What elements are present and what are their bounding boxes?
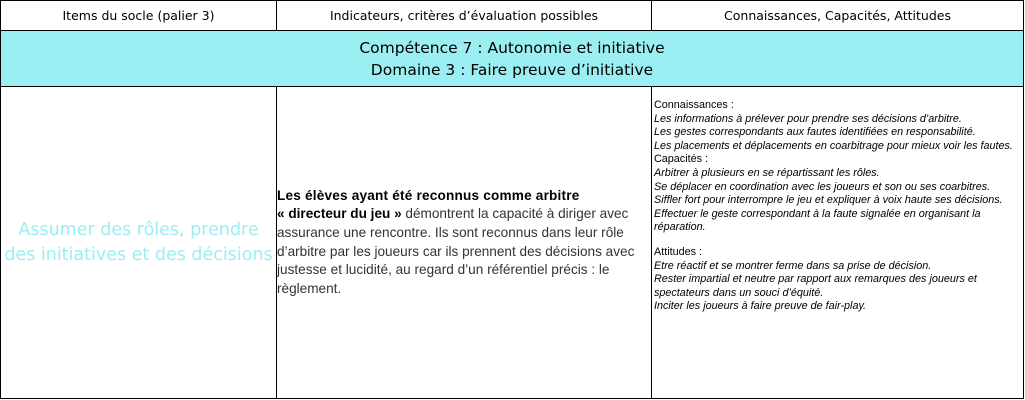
- connaissances-item: Les informations à prélever pour prendre ses décisions d’arbitre.: [654, 112, 962, 125]
- content-row: [1, 87, 1024, 399]
- connaissances-item: Les gestes correspondants aux fautes identifiées en responsabilité.: [654, 126, 976, 139]
- indicator-role: « directeur du jeu »: [277, 206, 402, 222]
- kca-cell: [652, 87, 1024, 399]
- attitudes-item: Etre réactif et se montrer ferme dans sa prise de décision.: [654, 259, 932, 272]
- domaine-title: Domaine 3 : Faire preuve d’initiative: [370, 60, 654, 79]
- competence-title: Compétence 7 : Autonomie et initiative: [359, 38, 665, 57]
- indicator-cell: [277, 87, 652, 399]
- capacites-item: Effectuer le geste correspondant à la faute signalée en organisant la réparation.: [654, 207, 981, 234]
- capacites-label: Capacités :: [654, 153, 709, 166]
- competence-band-row: [1, 31, 1024, 87]
- connaissances-item: Les placements et déplacements en coarbitrage pour mieux voir les fautes.: [654, 139, 1013, 152]
- capacites-item: Arbitrer à plusieurs en se répartissant les rôles.: [654, 166, 880, 179]
- attitudes-item: Rester impartial et neutre par rapport aux remarques des joueurs et spectateurs dans un souci d’équité.: [654, 273, 977, 299]
- header-connaissances: Connaissances, Capacités, Attitudes: [652, 1, 1024, 31]
- indicator-lead: Les élèves ayant été reconnus comme arbitre: [277, 187, 580, 203]
- socle-item: Assumer des rôles, prendre des initiatives et des décisions: [1, 87, 277, 399]
- spacer: [654, 235, 1021, 246]
- competence-band: [1, 31, 1024, 87]
- header-row: [1, 1, 1024, 31]
- header-indicateurs: Indicateurs, critères d’évaluation possibles: [277, 1, 652, 31]
- attitudes-item: Inciter les joueurs à faire preuve de fair-play.: [654, 300, 867, 313]
- capacites-item: Se déplacer en coordination avec les joueurs et son ou ses coarbitres.: [654, 180, 991, 193]
- connaissances-label: Connaissances :: [654, 99, 734, 111]
- header-items: Items du socle (palier 3): [1, 1, 277, 31]
- indicator-rest: démontrent la capacité à diriger avec assurance une rencontre. Ils sont reconnus dans leur rôle d’arbitre par les joueurs car ils prennent des décisions avec justesse et lucidité, au regard d’un référentiel précis : le règlement.: [277, 206, 635, 296]
- capacites-item: Siffler fort pour interrompre le jeu et expliquer à voix haute ses décisions.: [654, 194, 1003, 207]
- indicator-text: [277, 187, 651, 299]
- attitudes-label: Attitudes :: [654, 245, 703, 258]
